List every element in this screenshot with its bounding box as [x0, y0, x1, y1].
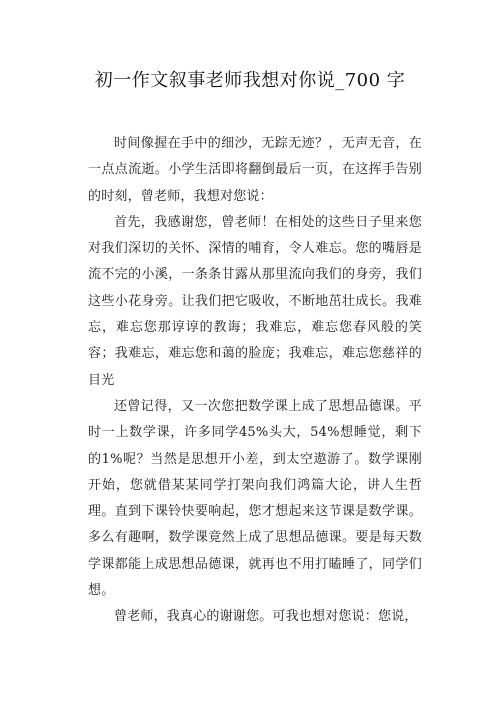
- document-title: 初一作文叙事老师我想对你说_700 字: [94, 70, 406, 91]
- document-body: [88, 131, 422, 631]
- paragraph-memory: 还曾记得，又一次您把数学课上成了思想品德课。平时一上数学课，许多同学45%头大，54%想睡觉，剩下的1%呢？当然是思想开小差，到太空遨游了。数学课刚开始，您就借某某同学打架向我们鸿篇大论，讲人生哲理。直到下课铃快要响起，您才想起来这节课是数学课。多么有趣啊，数学课竟然上成了思想品德课。要是每天数学课都能上成思想品德课，就再也不用打瞌睡了，同学们想。: [88, 398, 422, 599]
- paragraph-gratitude: 首先，我感谢您，曾老师！在相处的这些日子里来您对我们深切的关怀、深情的哺育，令人难忘。您的嘴唇是流不完的小溪，一条条甘露从那里流向我们的身旁，我们这些小花身旁。让我们把它吸收，不断地茁壮成长。我难忘，难忘您那谆谆的教诲；我难忘，难忘您春风般的笑容；我难忘，难忘您和蔼的脸庞；我难忘，难忘您慈祥的目光: [88, 214, 422, 388]
- paragraph-closing: 曾老师，我真心的谢谢您。可我也想对您说：您说，: [114, 609, 418, 625]
- paragraph-intro: 时间像握在手中的细沙，无踪无迹？，无声无音，在一点点流逝。小学生活即将翻倒最后一页，在这挥手告别的时刻，曾老师，我想对您说：: [88, 136, 422, 204]
